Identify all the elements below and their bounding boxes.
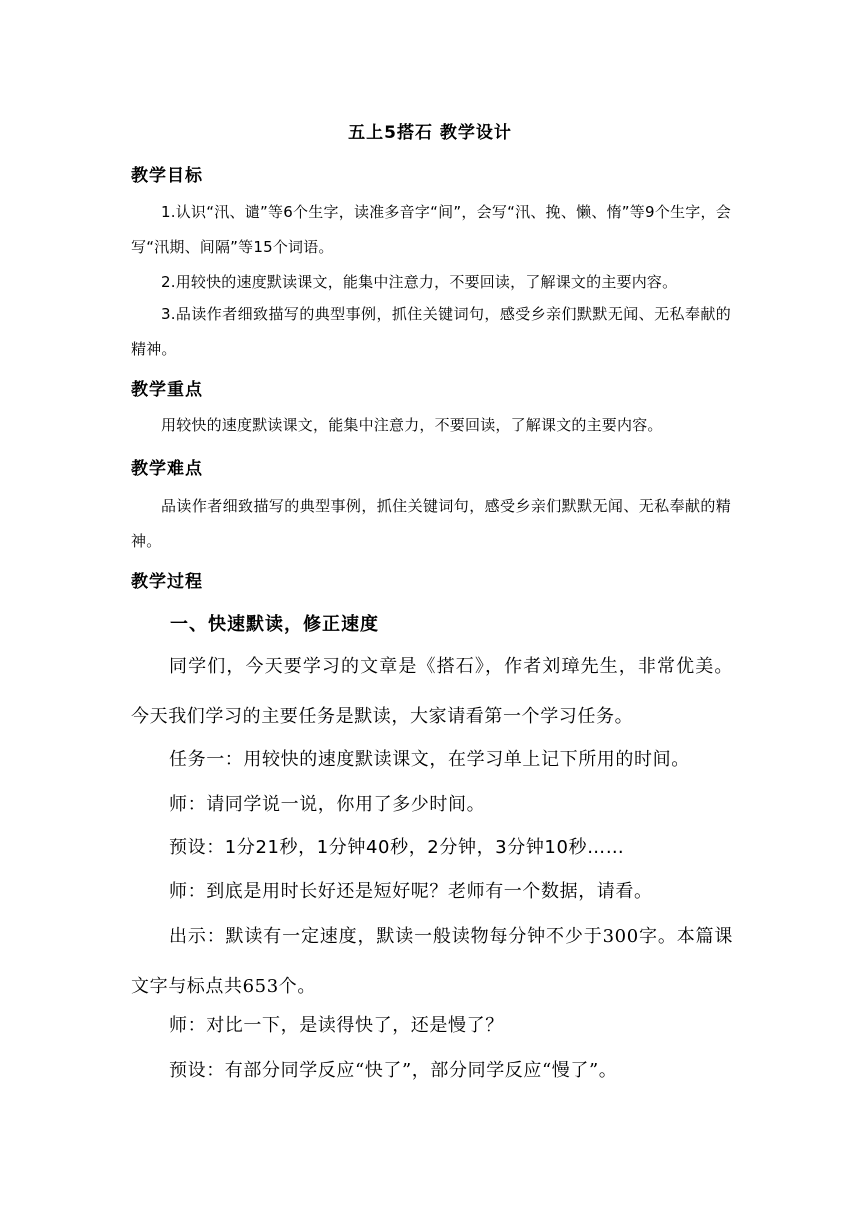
process-paragraph-8: 预设：有部分同学反应“快了”，部分同学反应“慢了”。 (169, 1060, 618, 1081)
heading-objectives: 教学目标 (131, 166, 203, 186)
objective-item-1: 1.认识“汛、谴”等6个生字，读准多音字“间”，会写“汛、挽、懒、惰”等9个生字，会写“汛期、间隔”等15个词语。 (131, 203, 731, 256)
key-point-text: 用较快的速度默读课文，能集中注意力，不要回读，了解课文的主要内容。 (161, 416, 663, 434)
heading-key-point: 教学重点 (131, 380, 203, 400)
objective-item-2: 2.用较快的速度默读课文，能集中注意力，不要回读，了解课文的主要内容。 (161, 273, 678, 291)
process-paragraph-4: 预设：1分21秒，1分钟40秒，2分钟，3分钟10秒…… (169, 837, 625, 858)
process-paragraph-6: 出示：默读有一定速度，默读一般读物每分钟不少于300字。本篇课文字与标点共653个。 (131, 926, 734, 997)
process-paragraph-3: 师：请同学说一说，你用了多少时间。 (169, 794, 486, 815)
process-paragraph-2: 任务一：用较快的速度默读课文，在学习单上记下所用的时间。 (169, 749, 690, 770)
document-title: 五上5搭石 教学设计 (348, 123, 512, 143)
process-paragraph-5: 师：到底是用时长好还是短好呢？老师有一个数据，请看。 (169, 881, 653, 902)
heading-difficulty: 教学难点 (131, 459, 203, 479)
section-1-title: 一、快速默读，修正速度 (170, 614, 379, 635)
process-paragraph-7: 师：对比一下，是读得快了，还是慢了？ (169, 1015, 504, 1036)
heading-process: 教学过程 (131, 572, 203, 592)
difficulty-text: 品读作者细致描写的典型事例，抓住关键词句，感受乡亲们默默无闻、无私奉献的精神。 (131, 497, 731, 550)
process-paragraph-1: 同学们，今天要学习的文章是《搭石》，作者刘璋先生，非常优美。今天我们学习的主要任务是默读，大家请看第一个学习任务。 (131, 656, 733, 727)
objective-item-3: 3.品读作者细致描写的典型事例，抓住关键词句，感受乡亲们默默无闻、无私奉献的精神。 (131, 305, 731, 358)
